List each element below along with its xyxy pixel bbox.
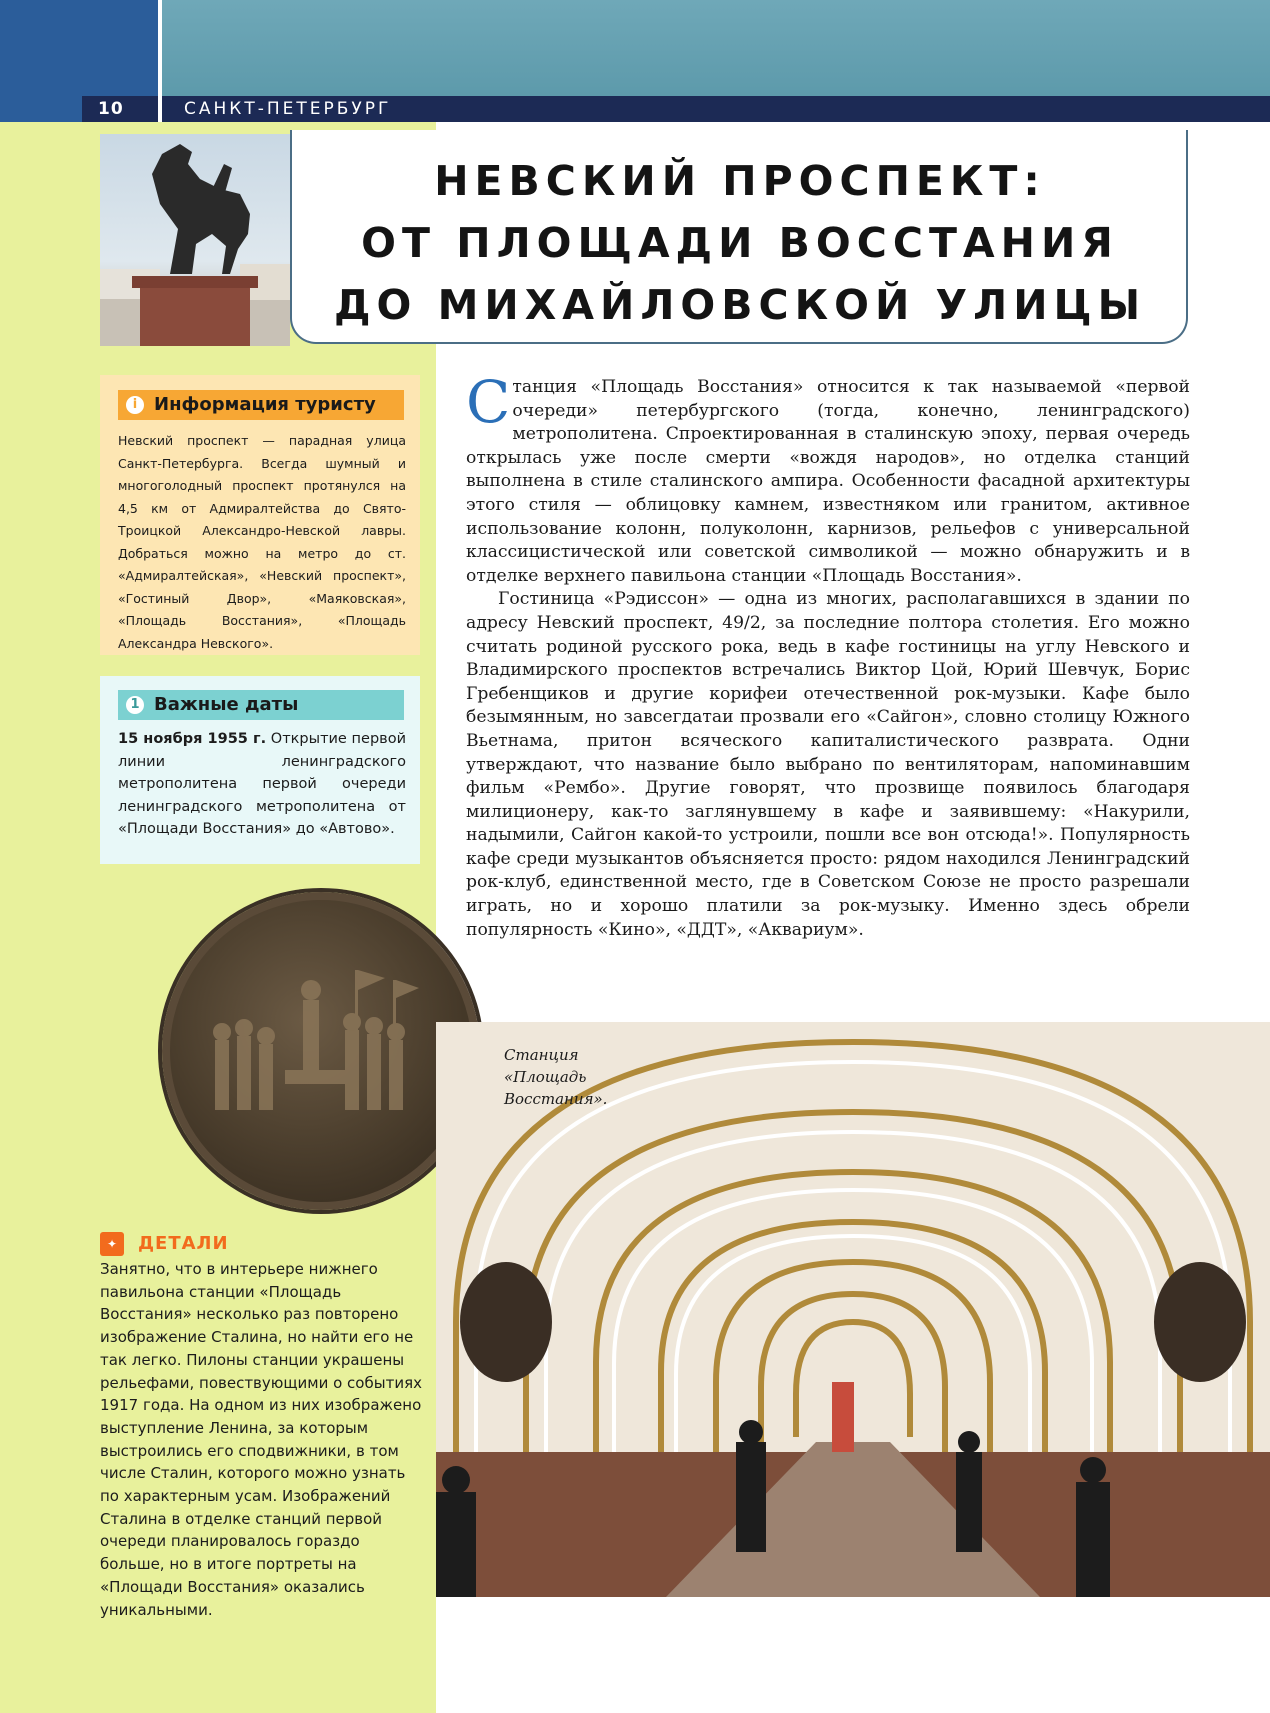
page-number: 10 — [98, 99, 124, 119]
info-box-text: Невский проспект — парадная улица Санкт-Петербурга. Всегда шумный и многоголодный проспект протянулся на 4,5 км от Адмиралтейства до Свято-Троицкой Александро-Невской лавры. Добраться можно на метро до ст. «Адмиралтейская», «Невский проспект», «Гостиный Двор», «Маяковская», «Площадь Восстания», «Площадь Александра Невского». — [118, 433, 406, 651]
dates-box-text — [118, 728, 406, 841]
calendar-icon: 1 — [124, 694, 146, 716]
dates-heading-text: Важные даты — [154, 694, 299, 715]
drop-cap: С — [466, 368, 511, 436]
horse-statue-illustration — [100, 134, 290, 346]
article-paragraph-2: Гостиница «Рэдиссон» — одна из многих, располагавшихся в здании по адресу Невский проспект, 49/2, за последние полтора столетия. Его можно считать родиной русского рока, ведь в кафе гостиницы на углу Невского и Владимирского проспектов встречались Виктор Цой, Юрий Шевчук, Борис Гребенщиков и другие корифеи отечественной рок-музыки. Кафе было безымянным, но завсегдатаи прозвали его «Сайгон», словно столицу Южного Вьетнама, притон всяческого капиталистического разврата. Одни утверждают, что название было выбрано по вентиляторам, напоминавшим фильм «Рембо». Другие говорят, что прозвище появилось благодаря милиционеру, как-то заглянувшему в кафе и заявившему: «Накурили, надымили, Сайгон какой-то устроили, пошли все вон отсюда!». Популярность кафе среди музыкантов объясняется просто: рядом находился Ленинградский рок-клуб, единственной место, где в Советском Союзе не просто разрешали играть, но и хорошо платили за рок-музыку. Именно здесь обрели популярность «Кино», «ДДТ», «Аквариум». — [466, 589, 1190, 940]
title-line-2: ОТ ПЛОЩАДИ ВОССТАНИЯ — [361, 219, 1119, 267]
title-line-3: ДО МИХАЙЛОВСКОЙ УЛИЦЫ — [333, 281, 1147, 329]
nav-strip-left — [0, 96, 82, 122]
photo-caption — [504, 1044, 624, 1110]
info-heading-text: Информация туристу — [154, 394, 376, 415]
details-text: Занятно, что в интерьере нижнего павильона станции «Площадь Восстания» несколько раз повторено изображение Сталина, но найти его не так легко. Пилоны станции украшены рельефами, повествующими о событиях 1917 года. На одном из них изображено выступление Ленина, за которым выстроились его сподвижники, в том числе Сталин, которого можно узнать по характерным усам. Изображений Сталина в отделке станций первой очереди планировалось гораздо больше, но в итоге портреты на «Площади Восстания» оказались уникальными. — [100, 1260, 422, 1619]
header-band — [0, 0, 1270, 96]
caption-line-3: Восстания». — [504, 1090, 608, 1108]
details-icon: ✦ — [100, 1232, 124, 1256]
caption-line-1: Станция — [504, 1046, 579, 1064]
dates-box-heading — [118, 690, 404, 720]
page-title — [300, 150, 1180, 336]
article-paragraph-1 — [466, 368, 1190, 588]
paragraph-1-text: танция «Площадь Восстания» относится к так называемой «первой очереди» петербургского (тогда, конечно, ленинградского) метрополитена. Спроектированная в сталинскую эпоху, первая очередь открылась уже после смерти «вождя народов», но отделка станций выполнена в стиле сталинского ампира. Особенности фасадной архитектуры этого стиля — облицовку камнем, известняком или гранитом, активное использование колонн, полуколонн, карнизов, рельефов с универсальной классицистической или советской символикой — можно обнаружить и в отделке верхнего павильона станции «Площадь Восстания». — [466, 377, 1190, 586]
date-description: Открытие первой линии ленинградского метрополитена первой очереди ленинградского метрополитена от «Площади Восстания» до «Автово». — [118, 731, 406, 837]
main-article — [466, 368, 1190, 942]
header-separator — [158, 0, 162, 130]
info-box-heading — [118, 390, 404, 420]
medallion-relief-figures — [195, 960, 447, 1130]
section-title: САНКТ-ПЕТЕРБУРГ — [184, 99, 392, 119]
title-line-1: НЕВСКИЙ ПРОСПЕКТ: — [434, 157, 1046, 205]
details-heading: ДЕТАЛИ — [138, 1233, 229, 1254]
header-left-block — [0, 0, 160, 96]
date-value: 15 ноября 1955 г. — [118, 731, 267, 747]
caption-line-2: «Площадь — [504, 1068, 587, 1086]
horse-statue-photo — [100, 134, 290, 346]
info-icon: i — [124, 394, 146, 416]
